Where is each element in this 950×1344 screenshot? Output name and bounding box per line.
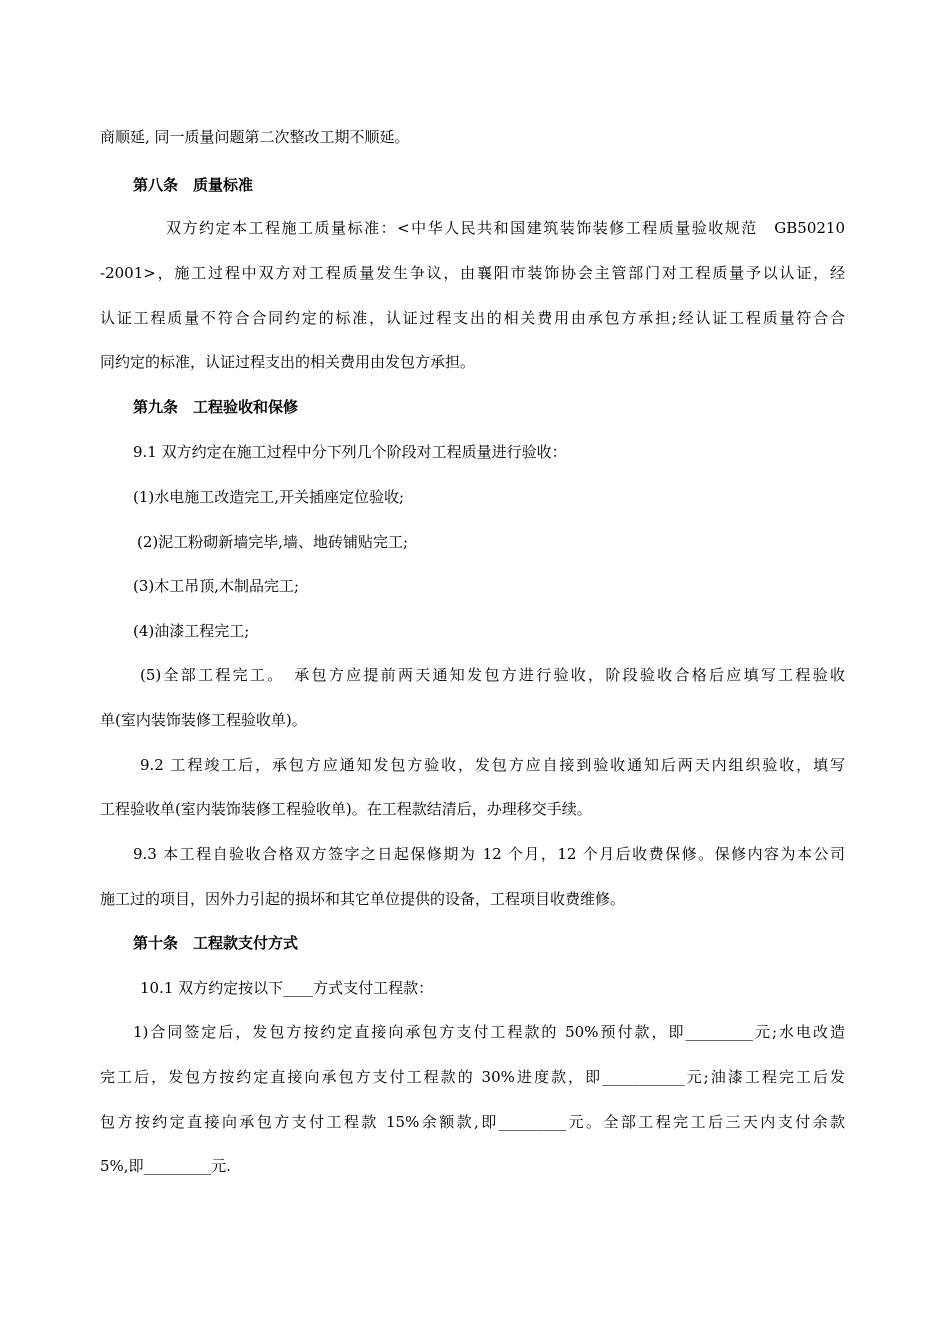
text-line: 9.2 工程竣工后，承包方应通知发包方验收，发包方应自接到验收通知后两天内组织验收，填写 (140, 756, 845, 774)
text-line: 包方按约定直接向承包方支付工程款 15%余额款,即_________元。全部工程完工后三天内支付余款 (100, 1113, 845, 1131)
list-item: (1)水电施工改造完工,开关插座定位验收; (133, 488, 405, 506)
text-line: 完工后，发包方按约定直接向承包方支付工程款的 30%进度款，即___________元;油漆工程完工后发 (100, 1068, 845, 1086)
text-line: 双方约定本工程施工质量标准：<中华人民共和国建筑装饰装修工程质量验收规范 GB50210 (166, 219, 845, 237)
text-line: -2001>，施工过程中双方对工程质量发生争议，由襄阳市装饰协会主管部门对工程质量予以认证，经 (100, 264, 845, 282)
text-line: 10.1 双方约定按以下____方式支付工程款： (140, 979, 434, 997)
section-heading-8: 第八条 质量标准 (133, 176, 254, 194)
list-item: (4)油漆工程完工; (133, 622, 250, 640)
text-line: 1)合同签定后，发包方按约定直接向承包方支付工程款的 50%预付款，即_________元;水电改造 (133, 1023, 845, 1041)
text-line: 单(室内装饰装修工程验收单)。 (100, 711, 307, 729)
text-line: 工程验收单(室内装饰装修工程验收单)。在工程款结清后，办理移交手续。 (100, 800, 592, 818)
text-line: 认证工程质量不符合合同约定的标准，认证过程支出的相关费用由承包方承担;经认证工程质量符合合 (100, 309, 845, 327)
text-line: 施工过的项目，因外力引起的损坏和其它单位提供的设备，工程项目收费维修。 (100, 890, 626, 908)
text-line: 同约定的标准，认证过程支出的相关费用由发包方承担。 (100, 353, 476, 371)
section-heading-9: 第九条 工程验收和保修 (133, 398, 299, 416)
text-line: 9.3 本工程自验收合格双方签字之日起保修期为 12 个月，12 个月后收费保修。保修内容为本公司 (133, 845, 845, 863)
text-line: 5%,即_________元. (100, 1157, 231, 1175)
text-line: 9.1 双方约定在施工过程中分下列几个阶段对工程质量进行验收： (133, 443, 567, 461)
section-heading-10: 第十条 工程款支付方式 (133, 934, 299, 952)
list-item: (5)全部工程完工。 承包方应提前两天通知发包方进行验收，阶段验收合格后应填写工程验收 (140, 666, 845, 684)
list-item: (2)泥工粉砌新墙完毕,墙、地砖铺贴完工; (137, 533, 409, 551)
text-line: 商顺延, 同一质量问题第二次整改工期不顺延。 (100, 128, 410, 146)
list-item: (3)木工吊顶,木制品完工; (133, 577, 300, 595)
